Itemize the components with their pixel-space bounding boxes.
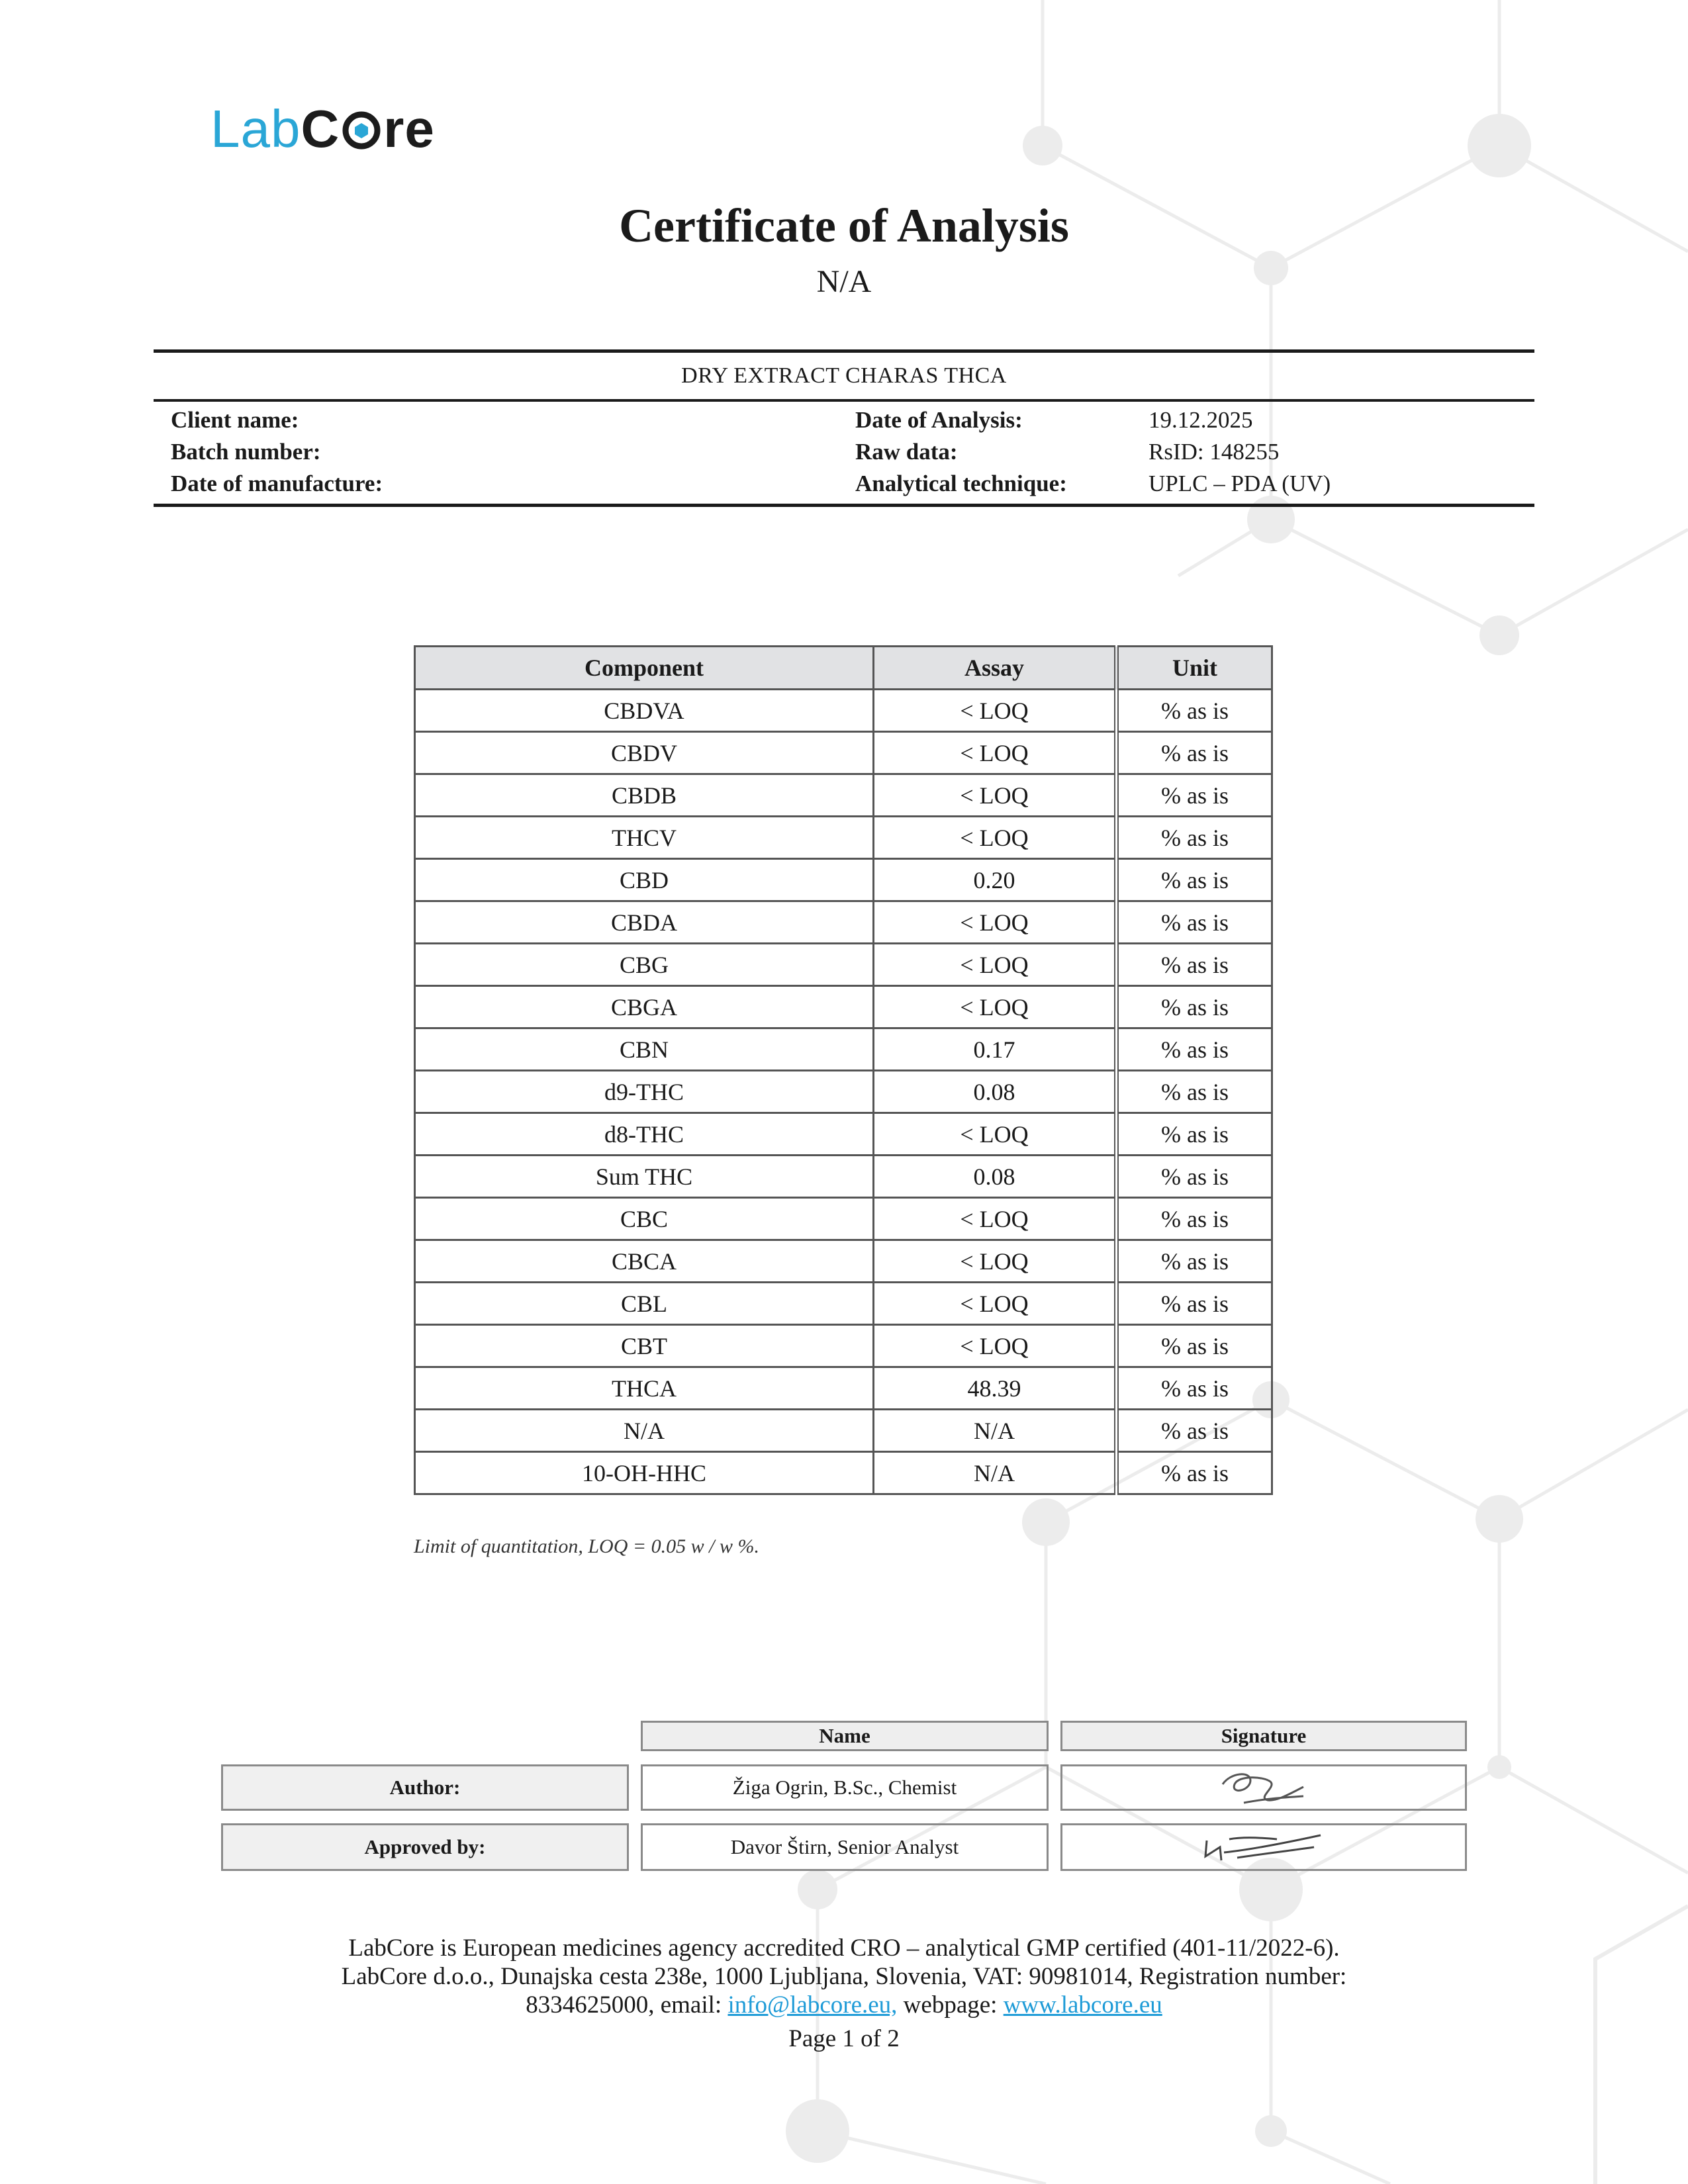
table-row bbox=[415, 817, 1272, 859]
table-row bbox=[415, 1410, 1272, 1452]
divider bbox=[154, 504, 1534, 507]
footer-accreditation: LabCore is European medicines agency accredited CRO – analytical GMP certified (401-11/2022-6). bbox=[348, 1934, 1340, 1962]
assay-cell: < LOQ bbox=[874, 1198, 1117, 1240]
assay-cell: N/A bbox=[874, 1452, 1117, 1494]
name-column-header: Name bbox=[641, 1721, 1049, 1751]
approved-by-label: Approved by: bbox=[221, 1823, 629, 1871]
unit-cell: % as is bbox=[1117, 986, 1272, 1028]
assay-cell: 0.08 bbox=[874, 1156, 1117, 1198]
unit-cell: % as is bbox=[1117, 732, 1272, 774]
table-row bbox=[415, 1156, 1272, 1198]
table-row bbox=[415, 1452, 1272, 1494]
component-cell: N/A bbox=[415, 1410, 874, 1452]
table-row bbox=[415, 1283, 1272, 1325]
component-cell: CBGA bbox=[415, 986, 874, 1028]
analytical-technique-label: Analytical technique: bbox=[855, 471, 1067, 496]
component-cell: THCV bbox=[415, 817, 874, 859]
column-header-assay: Assay bbox=[874, 647, 1117, 690]
unit-cell: % as is bbox=[1117, 1113, 1272, 1156]
client-name-label: Client name: bbox=[171, 407, 299, 433]
signature-column-header: Signature bbox=[1060, 1721, 1467, 1751]
unit-cell: % as is bbox=[1117, 774, 1272, 817]
component-cell: Sum THC bbox=[415, 1156, 874, 1198]
assay-cell: 0.20 bbox=[874, 859, 1117, 901]
component-cell: CBDV bbox=[415, 732, 874, 774]
unit-cell: % as is bbox=[1117, 1283, 1272, 1325]
component-cell: CBT bbox=[415, 1325, 874, 1367]
table-row bbox=[415, 859, 1272, 901]
unit-cell: % as is bbox=[1117, 944, 1272, 986]
component-cell: CBD bbox=[415, 859, 874, 901]
batch-number-label: Batch number: bbox=[171, 439, 321, 465]
component-cell: CBCA bbox=[415, 1240, 874, 1283]
table-row bbox=[415, 1113, 1272, 1156]
table-row bbox=[415, 1240, 1272, 1283]
product-name: DRY EXTRACT CHARAS THCA bbox=[681, 363, 1007, 388]
footer bbox=[0, 1934, 1688, 2053]
table-row bbox=[415, 690, 1272, 732]
raw-data-label: Raw data: bbox=[855, 439, 958, 465]
unit-cell: % as is bbox=[1117, 1028, 1272, 1071]
component-cell: CBDVA bbox=[415, 690, 874, 732]
date-of-analysis-value: 19.12.2025 bbox=[1149, 407, 1253, 433]
raw-data-value: RsID: 148255 bbox=[1149, 439, 1280, 465]
assay-cell: < LOQ bbox=[874, 732, 1117, 774]
assay-cell: 48.39 bbox=[874, 1367, 1117, 1410]
unit-cell: % as is bbox=[1117, 1452, 1272, 1494]
author-signature-mark bbox=[1204, 1764, 1323, 1811]
table-row bbox=[415, 1028, 1272, 1071]
results-table bbox=[414, 645, 1273, 1495]
footer-address: LabCore d.o.o., Dunajska cesta 238e, 1000 Ljubljana, Slovenia, VAT: 90981014, Registration number: bbox=[341, 1963, 1347, 1990]
assay-cell: < LOQ bbox=[874, 690, 1117, 732]
component-cell: CBG bbox=[415, 944, 874, 986]
component-cell: d9-THC bbox=[415, 1071, 874, 1113]
column-header-unit: Unit bbox=[1117, 647, 1272, 690]
analytical-technique-value: UPLC – PDA (UV) bbox=[1149, 471, 1331, 496]
footer-contact: 8334625000, email: info@labcore.eu, webpage: www.labcore.eu bbox=[526, 1991, 1162, 2019]
approved-by-name: Davor Štirn, Senior Analyst bbox=[641, 1823, 1049, 1871]
component-cell: CBN bbox=[415, 1028, 874, 1071]
assay-cell: < LOQ bbox=[874, 817, 1117, 859]
author-name: Žiga Ogrin, B.Sc., Chemist bbox=[641, 1764, 1049, 1811]
table-row bbox=[415, 1325, 1272, 1367]
results-body bbox=[415, 690, 1272, 1494]
table-row bbox=[415, 1367, 1272, 1410]
table-row bbox=[415, 774, 1272, 817]
component-cell: CBDB bbox=[415, 774, 874, 817]
author-signature bbox=[1060, 1764, 1467, 1811]
assay-cell: N/A bbox=[874, 1410, 1117, 1452]
loq-note: Limit of quantitation, LOQ = 0.05 w / w %. bbox=[414, 1535, 759, 1557]
unit-cell: % as is bbox=[1117, 1198, 1272, 1240]
component-cell: CBL bbox=[415, 1283, 874, 1325]
labcore-logo bbox=[211, 99, 435, 159]
table-row bbox=[415, 944, 1272, 986]
assay-cell: < LOQ bbox=[874, 1325, 1117, 1367]
logo-core-text: C re bbox=[301, 99, 435, 158]
assay-cell: < LOQ bbox=[874, 1283, 1117, 1325]
date-of-manufacture-label: Date of manufacture: bbox=[171, 471, 383, 496]
assay-cell: < LOQ bbox=[874, 774, 1117, 817]
component-cell: 10-OH-HHC bbox=[415, 1452, 874, 1494]
assay-cell: 0.08 bbox=[874, 1071, 1117, 1113]
unit-cell: % as is bbox=[1117, 1071, 1272, 1113]
approved-by-signature bbox=[1060, 1823, 1467, 1871]
sample-info-block bbox=[154, 349, 1534, 507]
assay-cell: < LOQ bbox=[874, 1113, 1117, 1156]
unit-cell: % as is bbox=[1117, 1240, 1272, 1283]
unit-cell: % as is bbox=[1117, 690, 1272, 732]
component-cell: CBDA bbox=[415, 901, 874, 944]
page-number: Page 1 of 2 bbox=[788, 2025, 900, 2052]
assay-cell: 0.17 bbox=[874, 1028, 1117, 1071]
unit-cell: % as is bbox=[1117, 859, 1272, 901]
component-cell: THCA bbox=[415, 1367, 874, 1410]
logo-lab-text: Lab bbox=[211, 99, 301, 158]
table-row bbox=[415, 901, 1272, 944]
unit-cell: % as is bbox=[1117, 1325, 1272, 1367]
author-label: Author: bbox=[221, 1764, 629, 1811]
page-subtitle: N/A bbox=[816, 264, 872, 299]
table-row bbox=[415, 732, 1272, 774]
assay-cell: < LOQ bbox=[874, 944, 1117, 986]
unit-cell: % as is bbox=[1117, 901, 1272, 944]
email-link[interactable]: info@labcore.eu, bbox=[727, 1991, 898, 2019]
date-of-analysis-label: Date of Analysis: bbox=[855, 407, 1023, 433]
webpage-link[interactable]: www.labcore.eu bbox=[1003, 1991, 1162, 2019]
table-row bbox=[415, 986, 1272, 1028]
unit-cell: % as is bbox=[1117, 1367, 1272, 1410]
approved-signature-mark bbox=[1197, 1827, 1330, 1867]
hexagon-icon bbox=[341, 109, 382, 150]
table-header-row bbox=[415, 647, 1272, 690]
table-row bbox=[415, 1198, 1272, 1240]
component-cell: CBC bbox=[415, 1198, 874, 1240]
unit-cell: % as is bbox=[1117, 1156, 1272, 1198]
table-row bbox=[415, 1071, 1272, 1113]
unit-cell: % as is bbox=[1117, 1410, 1272, 1452]
assay-cell: < LOQ bbox=[874, 1240, 1117, 1283]
assay-cell: < LOQ bbox=[874, 986, 1117, 1028]
assay-cell: < LOQ bbox=[874, 901, 1117, 944]
unit-cell: % as is bbox=[1117, 817, 1272, 859]
component-cell: d8-THC bbox=[415, 1113, 874, 1156]
page-title: Certificate of Analysis bbox=[619, 199, 1069, 252]
column-header-component: Component bbox=[415, 647, 874, 690]
